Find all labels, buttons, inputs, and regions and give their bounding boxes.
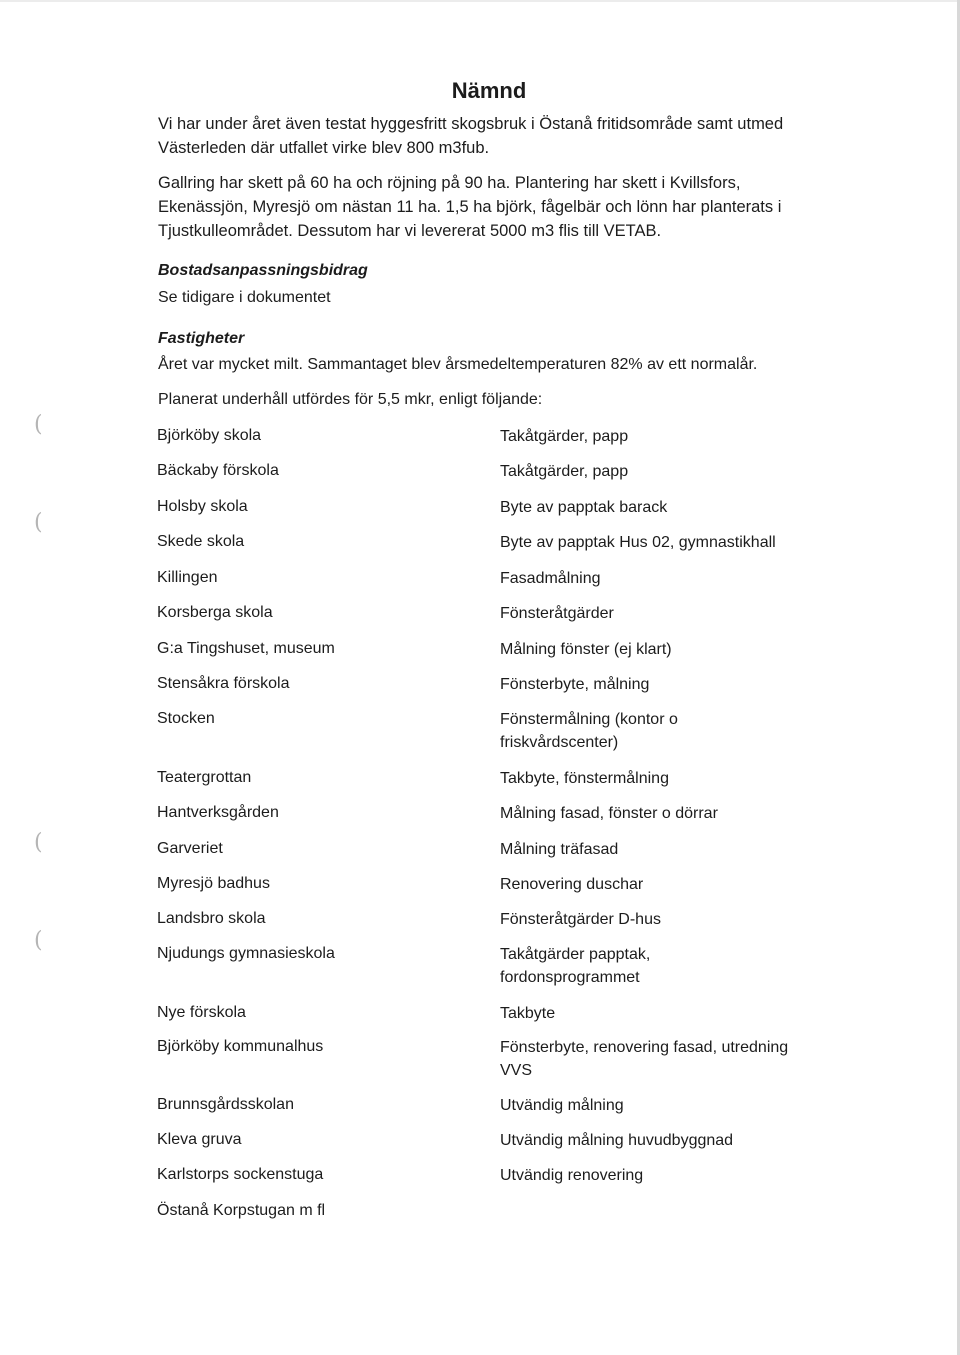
maintenance-task: Byte av papptak barack [500,499,668,516]
maintenance-task: Takåtgärder, papp [500,428,629,445]
maintenance-task: Byte av papptak Hus 02, gymnastikhall [500,534,776,551]
maintenance-place: Hantverksgården [157,804,279,821]
maintenance-place: Garveriet [157,840,223,857]
maintenance-place: Killingen [157,569,218,586]
maintenance-place: Skede skola [157,533,245,550]
maintenance-task: Utvändig renovering [500,1167,644,1184]
maintenance-place: Björköby skola [157,427,262,444]
scan-edge-top [0,0,960,2]
maintenance-task: Fasadmålning [500,570,601,587]
maintenance-task: Fönsterbyte, målning [500,676,650,693]
paragraph-planting: Gallring har skett på 60 ha och röjning på 90 ha. Plantering har skett i Kvillsfors, Ekenässjön, Myresjö om nästan 11 ha. 1,5 ha björk, fågelbär och lönn har planterats i Tjustkulleområdet. Dessutom har vi levererat 5000 m3 flis till VETAB. [158,174,782,240]
maintenance-place: Teatergrottan [157,769,252,786]
maintenance-task: Målning träfasad [500,841,619,858]
maintenance-task: Takbyte, fönstermålning [500,770,669,787]
section-heading-fastigheter: Fastigheter [158,330,245,347]
maintenance-place: Stensåkra förskola [157,675,290,692]
maintenance-task: Fönsteråtgärder [500,605,614,622]
maintenance-task: Takbyte [500,1005,556,1022]
maintenance-place: Kleva gruva [157,1131,242,1148]
section-text-bostadsanpassning: Se tidigare i dokumentet [158,289,331,306]
maintenance-place: Brunnsgårdsskolan [157,1096,294,1113]
maintenance-place: Bäckaby förskola [157,462,279,479]
maintenance-task: Renovering duschar [500,876,644,893]
maintenance-task: Fönsteråtgärder D-hus [500,911,661,928]
maintenance-place: Landsbro skola [157,910,266,927]
maintenance-place: Björköby kommunalhus [157,1038,324,1055]
maintenance-task: Fönstermålning (kontor o friskvårdscenter) [500,711,678,751]
maintenance-place: Korsberga skola [157,604,273,621]
binder-mark-icon: ( [34,928,43,953]
maintenance-task: Målning fasad, fönster o dörrar [500,805,718,822]
maintenance-place: Nye förskola [157,1004,246,1021]
page-title: Nämnd [451,78,527,103]
maintenance-intro: Planerat underhåll utfördes för 5,5 mkr, enligt följande: [158,391,543,408]
maintenance-place: Östanå Korpstugan m fl [157,1202,326,1219]
binder-mark-icon: ( [34,510,43,535]
paragraph-forestry: Vi har under året även testat hyggesfritt skogsbruk i Östanå fritidsområde samt utmed Västerleden där utfallet virke blev 800 m3fub. [158,115,784,157]
binder-mark-icon: ( [34,412,43,437]
maintenance-place: Karlstorps sockenstuga [157,1166,324,1183]
maintenance-task: Utvändig målning [500,1097,624,1114]
maintenance-place: Njudungs gymnasieskola [157,945,335,962]
maintenance-task: Fönsterbyte, renovering fasad, utredning VVS [500,1039,789,1079]
maintenance-task: Målning fönster (ej klart) [500,641,672,658]
maintenance-task: Utvändig målning huvudbyggnad [500,1132,734,1149]
maintenance-place: G:a Tingshuset, museum [157,640,335,657]
maintenance-task: Takåtgärder, papp [500,463,629,480]
section-heading-bostadsanpassning: Bostadsanpassningsbidrag [158,262,368,279]
binder-mark-icon: ( [34,830,43,855]
maintenance-task: Takåtgärder papptak, fordonsprogrammet [500,946,651,986]
section-text-fastigheter: Året var mycket milt. Sammantaget blev årsmedeltemperaturen 82% av ett normalår. [158,356,758,373]
maintenance-place: Stocken [157,710,215,727]
maintenance-place: Holsby skola [157,498,248,515]
maintenance-place: Myresjö badhus [157,875,270,892]
